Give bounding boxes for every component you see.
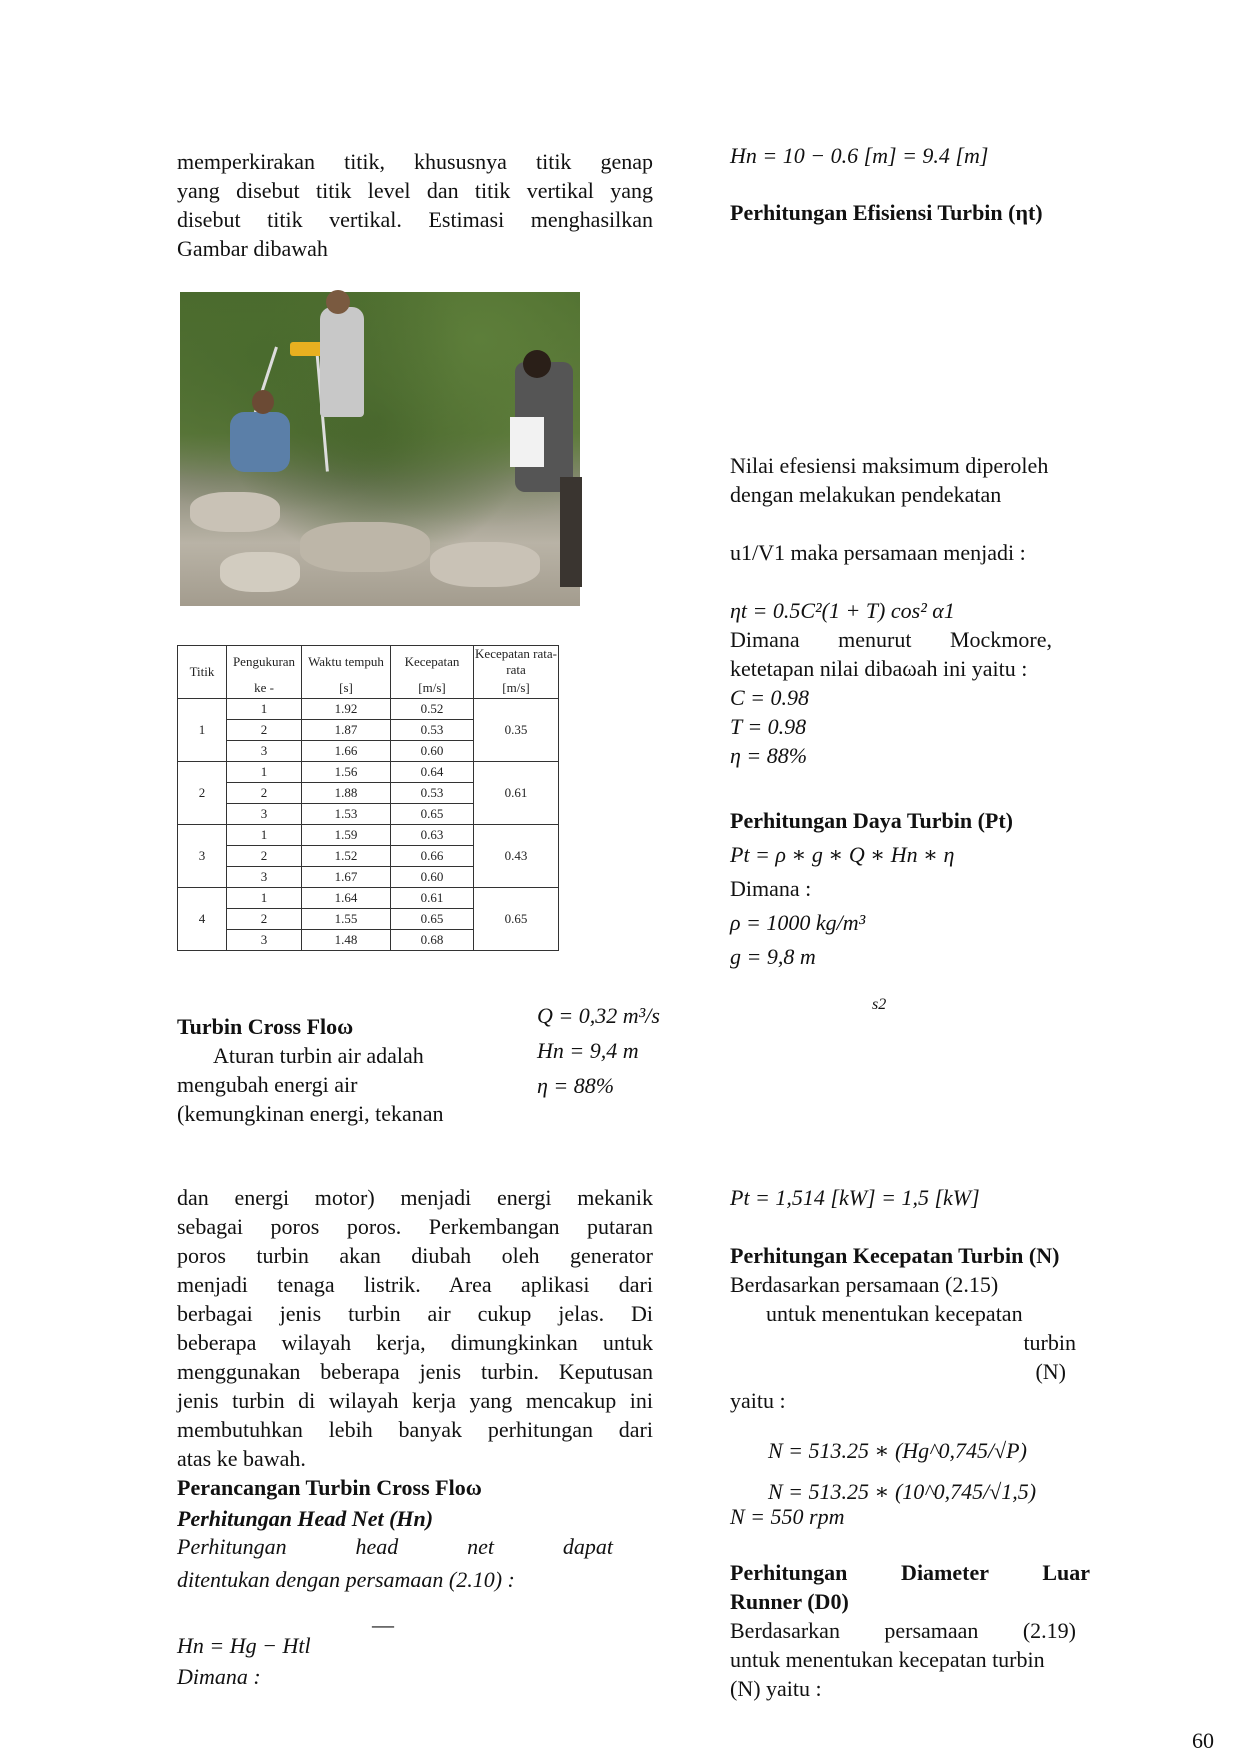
text-line: turbin (1023, 1330, 1076, 1355)
n-formulas (768, 1430, 1108, 1512)
head-net-text (177, 1530, 613, 1596)
titik-cell: 2 (178, 762, 227, 825)
cell: 1.66 (302, 741, 391, 762)
perancangan-heading: Perancangan Turbin Cross Floω (177, 1475, 482, 1500)
text-line: Perhitungan head net dapat (177, 1534, 613, 1559)
dash-mark: — (372, 1612, 394, 1637)
text-line: Aturan turbin air adalah (213, 1043, 424, 1068)
text-line: disebut titik vertikal. Estimasi menghasilkan (177, 207, 653, 232)
cell: 1.53 (302, 804, 391, 825)
cell: 0.53 (391, 720, 474, 741)
dimana-right: Dimana : (730, 876, 812, 901)
turbin-block (177, 1012, 507, 1128)
n-formula-2: N = 513.25 ∗ (10^0,745/√1,5) (768, 1479, 1037, 1504)
titik-cell: 4 (178, 888, 227, 951)
th-titik: Titik (178, 646, 227, 699)
body-paragraph (177, 1183, 653, 1533)
head-net-heading: Perhitungan Head Net (Hn) (177, 1506, 434, 1531)
daya-block (730, 804, 1110, 974)
cell: 1.56 (302, 762, 391, 783)
th-waktu: Waktu tempuh (302, 646, 391, 679)
hn-formula-block (177, 1630, 311, 1692)
s2-label: s2 (872, 996, 887, 1013)
table-row (178, 762, 559, 783)
table-row (178, 888, 559, 909)
dimana-left: Dimana : (177, 1664, 261, 1689)
cell: 0.64 (391, 762, 474, 783)
cell: 0.61 (391, 888, 474, 909)
cell: 0.63 (391, 825, 474, 846)
diameter-heading-2: Runner (D0) (730, 1589, 849, 1614)
cell: 3 (227, 867, 302, 888)
text-line: Nilai efesiensi maksimum diperoleh (730, 453, 1049, 478)
cell: 2 (227, 783, 302, 804)
cell: 1.88 (302, 783, 391, 804)
text-line: menjadi tenaga listrik. Area aplikasi dari (177, 1272, 653, 1297)
th-unit-ms-avg: [m/s] (474, 678, 559, 699)
cell: 1.92 (302, 699, 391, 720)
table-row (178, 699, 559, 720)
text-line: yang disebut titik level dan titik vertikal yang (177, 178, 653, 203)
cell: 1 (227, 762, 302, 783)
cell: 0.65 (391, 909, 474, 930)
cell: 2 (227, 720, 302, 741)
text-line: beberapa wilayah kerja, dimungkinkan untuk (177, 1330, 653, 1355)
pt-result: Pt = 1,514 [kW] = 1,5 [kW] (730, 1185, 980, 1210)
text-line: poros turbin akan diubah oleh generator (177, 1243, 653, 1268)
cell: 0.60 (391, 741, 474, 762)
cell: 1.87 (302, 720, 391, 741)
cell: 1 (227, 699, 302, 720)
q-value: Q = 0,32 m³/s (537, 1003, 660, 1028)
text-line: dengan melakukan pendekatan (730, 482, 1002, 507)
cell: 3 (227, 804, 302, 825)
g-value: g = 9,8 m (730, 944, 816, 969)
daya-formula: Pt = ρ ∗ g ∗ Q ∗ Hn ∗ η (730, 842, 955, 867)
efisiensi-heading: Perhitungan Efisiensi Turbin (ηt) (730, 200, 1043, 225)
page-number: 60 (1192, 1728, 1214, 1753)
survey-photo (180, 292, 580, 606)
cell: 0.66 (391, 846, 474, 867)
cell: 1 (227, 888, 302, 909)
hn-formula: Hn = Hg − Htl (177, 1633, 311, 1658)
text-line: sebagai poros poros. Perkembangan putaran (177, 1214, 653, 1239)
th-unit-ms: [m/s] (391, 678, 474, 699)
table-row (178, 825, 559, 846)
measurement-table (177, 645, 559, 951)
n-formula-1: N = 513.25 ∗ (Hg^0,745/√P) (768, 1438, 1027, 1463)
text-line: Gambar dibawah (177, 236, 328, 261)
text-line: untuk menentukan kecepatan (766, 1301, 1023, 1326)
cell: 0.52 (391, 699, 474, 720)
text-line: jenis turbin di wilayah kerja yang mencakup ini (177, 1388, 653, 1413)
text-line: Berdasarkan persamaan (2.19) (730, 1618, 1076, 1643)
titik-cell: 3 (178, 825, 227, 888)
turbin-heading: Turbin Cross Floω (177, 1014, 354, 1039)
avg-cell: 0.65 (474, 888, 559, 951)
eta-value: η = 88% (537, 1073, 615, 1098)
cell: 0.60 (391, 867, 474, 888)
avg-cell: 0.35 (474, 699, 559, 762)
cell: 2 (227, 846, 302, 867)
efisiensi-block (730, 451, 1110, 770)
th-kecepatan: Kecepatan (391, 646, 474, 679)
th-kecepatan-rata: Kecepatan rata-rata (475, 646, 557, 677)
text-line: dan energi motor) menjadi energi mekanik (177, 1185, 653, 1210)
cell: 2 (227, 909, 302, 930)
text-line: (N) yaitu : (730, 1676, 822, 1701)
constant-eta: η = 88% (730, 743, 808, 768)
kecepatan-heading: Perhitungan Kecepatan Turbin (N) (730, 1243, 1060, 1268)
cell: 1.52 (302, 846, 391, 867)
text-line: mengubah energi air (177, 1072, 358, 1097)
text-line: yaitu : (730, 1388, 786, 1413)
text-line: (N) (1035, 1359, 1066, 1384)
text-line: untuk menentukan kecepatan turbin (730, 1647, 1045, 1672)
hn-value: Hn = 9,4 m (537, 1038, 639, 1063)
cell: 1.67 (302, 867, 391, 888)
cell: 0.68 (391, 930, 474, 951)
right-top (730, 141, 1110, 227)
th-unit-s: [s] (302, 678, 391, 699)
cell: 0.53 (391, 783, 474, 804)
cell: 1.59 (302, 825, 391, 846)
constant-t: T = 0.98 (730, 714, 807, 739)
text-line: menggunakan beberapa jenis turbin. Keputusan (177, 1359, 653, 1384)
diameter-heading-1: Perhitungan Diameter Luar (730, 1560, 1090, 1585)
avg-cell: 0.43 (474, 825, 559, 888)
text-line: ditentukan dengan persamaan (2.10) : (177, 1567, 515, 1592)
text-line: Dimana menurut Mockmore, (730, 627, 1052, 652)
cell: 1.55 (302, 909, 391, 930)
cell: 0.65 (391, 804, 474, 825)
constant-c: C = 0.98 (730, 685, 810, 710)
n-result: N = 550 rpm (730, 1504, 845, 1529)
titik-cell: 1 (178, 699, 227, 762)
text-line: ketetapan nilai dibaωah ini yaitu : (730, 656, 1028, 681)
diameter-block (730, 1558, 1090, 1703)
th-ke: ke - (227, 678, 302, 699)
cell: 3 (227, 930, 302, 951)
intro-paragraph (177, 147, 653, 263)
cell: 1.64 (302, 888, 391, 909)
mid-values (537, 998, 737, 1103)
kecepatan-block (730, 1241, 1110, 1415)
avg-cell: 0.61 (474, 762, 559, 825)
text-line: Berdasarkan persamaan (2.15) (730, 1272, 999, 1297)
text-line: atas ke bawah. (177, 1446, 306, 1471)
th-pengukuran: Pengukuran (227, 646, 302, 679)
u1v1-line: u1/V1 maka persamaan menjadi : (730, 540, 1026, 565)
hn-result-formula: Hn = 10 − 0.6 [m] = 9.4 [m] (730, 143, 989, 168)
cell: 1.48 (302, 930, 391, 951)
eta-formula: ηt = 0.5C²(1 + T) cos² α1 (730, 598, 955, 623)
text-line: (kemungkinan energi, tekanan (177, 1101, 444, 1126)
text-line: memperkirakan titik, khususnya titik genap (177, 149, 653, 174)
daya-heading: Perhitungan Daya Turbin (Pt) (730, 808, 1013, 833)
text-line: membutuhkan lebih banyak perhitungan dari (177, 1417, 653, 1442)
text-line: berbagai jenis turbin air cukup jelas. Di (177, 1301, 653, 1326)
rho-value: ρ = 1000 kg/m³ (730, 910, 866, 935)
cell: 1 (227, 825, 302, 846)
cell: 3 (227, 741, 302, 762)
